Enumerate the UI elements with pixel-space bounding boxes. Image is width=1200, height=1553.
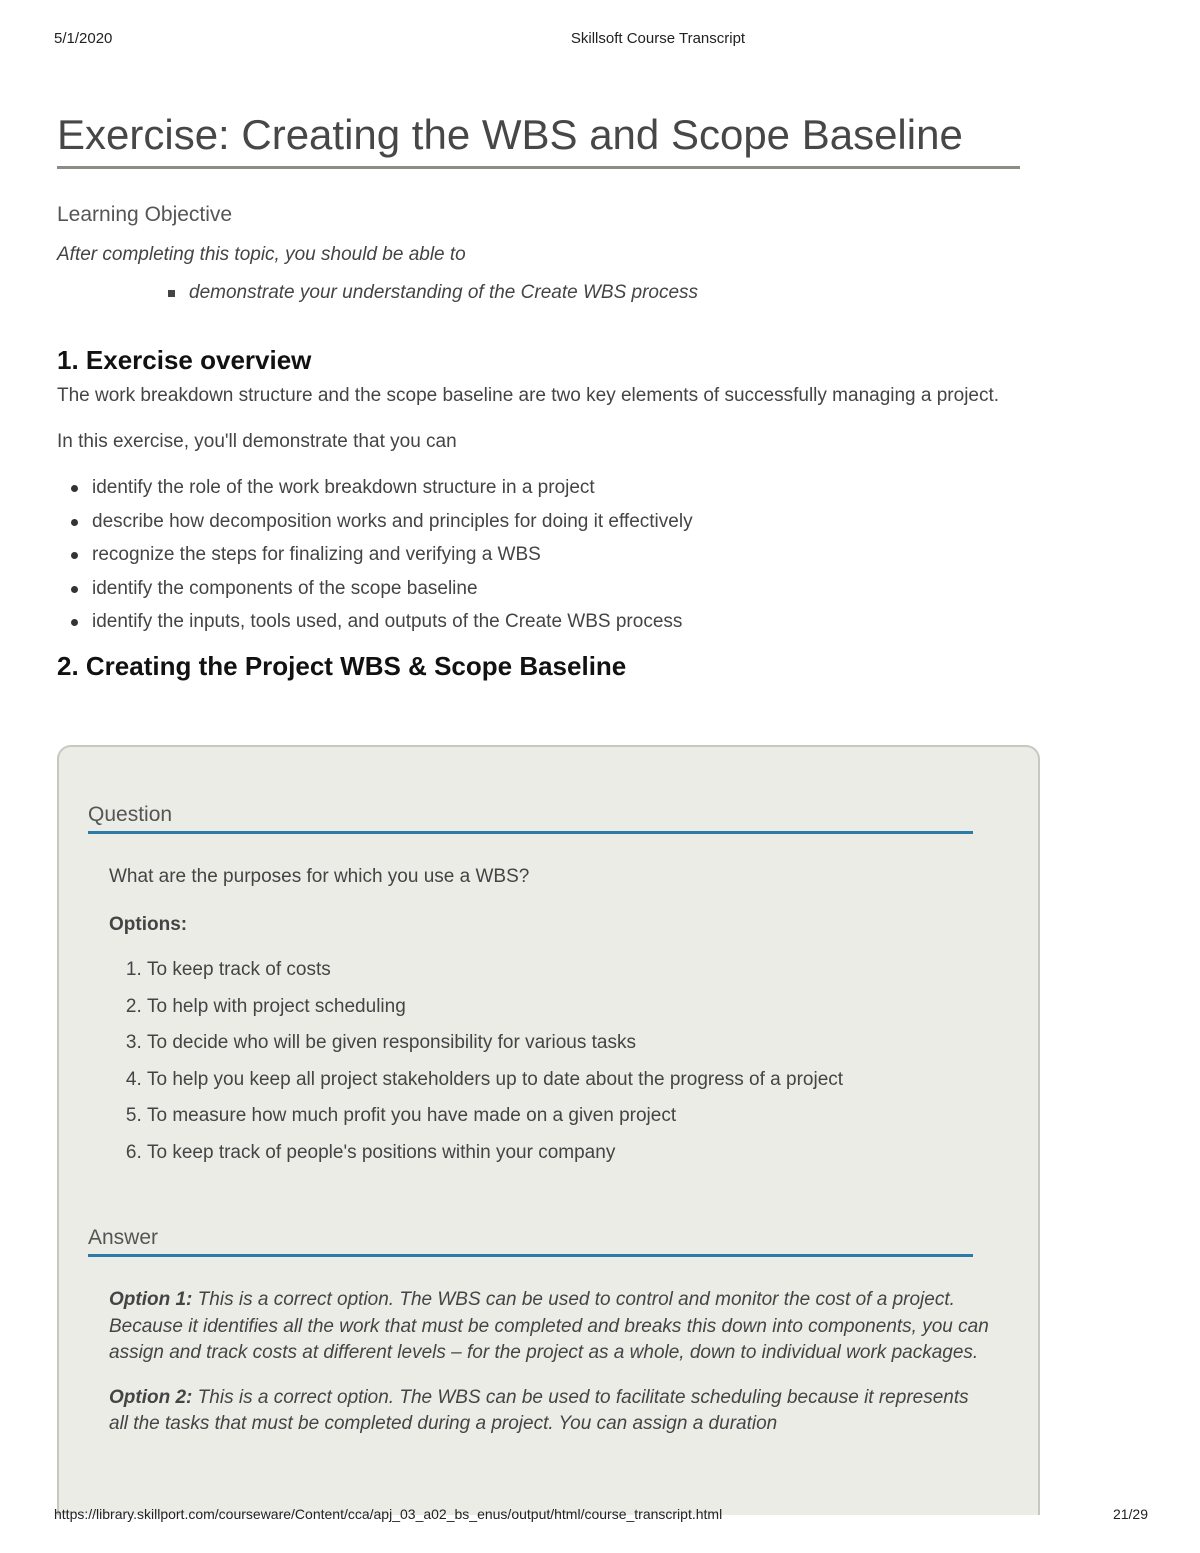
option-item: 3. To decide who will be given responsibility for various tasks [147,1030,867,1056]
question-answer-box [57,745,1040,1515]
bullet-dot-icon [71,586,78,593]
list-item-text: identify the role of the work breakdown structure in a project [92,477,595,498]
print-document-title: Skillsoft Course Transcript [570,30,746,47]
learning-objective-heading: Learning Objective [57,203,233,226]
section-heading-exercise-overview: 1. Exercise overview [57,345,312,375]
option-item: 4. To help you keep all project stakeholders up to date about the progress of a project [147,1067,867,1093]
option-item: 1. To keep track of costs [147,957,867,983]
page-number: 21/29 [1112,1506,1148,1522]
list-item [189,281,1047,305]
overview-bullet-list [57,475,1047,635]
transcript-content [57,110,1047,681]
learning-objective-list [57,281,1047,305]
print-header [0,30,1200,50]
list-item [92,576,1047,602]
bullet-dot-icon [71,552,78,559]
overview-intro-paragraph: In this exercise, you'll demonstrate that you can [57,431,457,452]
answer-option-label: Option 2: [109,1386,193,1408]
list-item-text: recognize the steps for finalizing and verifying a WBS [92,544,541,565]
options-label: Options: [109,914,188,935]
answer-option-text: This is a correct option. The WBS can be used to facilitate scheduling because it represents all the tasks that must be completed during a project. You can assign a duration [109,1386,969,1434]
answer-option-label: Option 1: [109,1289,193,1310]
bullet-dot-icon [71,485,78,492]
answer-heading: Answer [88,1225,973,1257]
option-item: 6. To keep track of people's positions within your company [147,1140,867,1166]
answer-paragraph [109,1385,989,1438]
list-item-text: describe how decomposition works and principles for doing it effectively [92,510,693,532]
list-item-text: identify the inputs, tools used, and outputs of the Create WBS process [92,611,683,632]
square-bullet-icon [168,290,175,297]
question-text: What are the purposes for which you use a WBS? [109,866,530,887]
learning-objective-intro: After completing this topic, you should be able to [57,244,466,265]
list-item [92,475,1047,501]
list-item [92,542,1047,568]
list-item-text: demonstrate your understanding of the Create WBS process [189,282,699,303]
overview-paragraph: The work breakdown structure and the scope baseline are two key elements of successfully managing a project. [57,385,1000,406]
list-item [92,609,1047,635]
bullet-dot-icon [71,619,78,626]
answer-list [109,1287,989,1456]
section-heading-creating-wbs: 2. Creating the Project WBS & Scope Baseline [57,651,627,681]
print-date: 5/1/2020 [54,30,113,47]
list-item [92,509,1047,535]
options-list [109,957,867,1176]
page-title: Exercise: Creating the WBS and Scope Baseline [57,110,1020,169]
answer-option-text: This is a correct option. The WBS can be used to control and monitor the cost of a project. Because it identifies all the work that must be completed and breaks this down into components, you can assign and track costs at different levels – for the project as a whole, down to individual work packages. [109,1289,989,1363]
answer-paragraph [109,1287,989,1367]
option-item: 5. To measure how much profit you have made on a given project [147,1103,867,1129]
question-heading: Question [88,802,973,834]
bullet-dot-icon [71,519,78,526]
list-item-text: identify the components of the scope baseline [92,577,478,599]
option-item: 2. To help with project scheduling [147,994,867,1020]
print-url: https://library.skillport.com/courseware/Content/cca/apj_03_a02_bs_enus/output/html/course_transcript.html [54,1506,723,1522]
